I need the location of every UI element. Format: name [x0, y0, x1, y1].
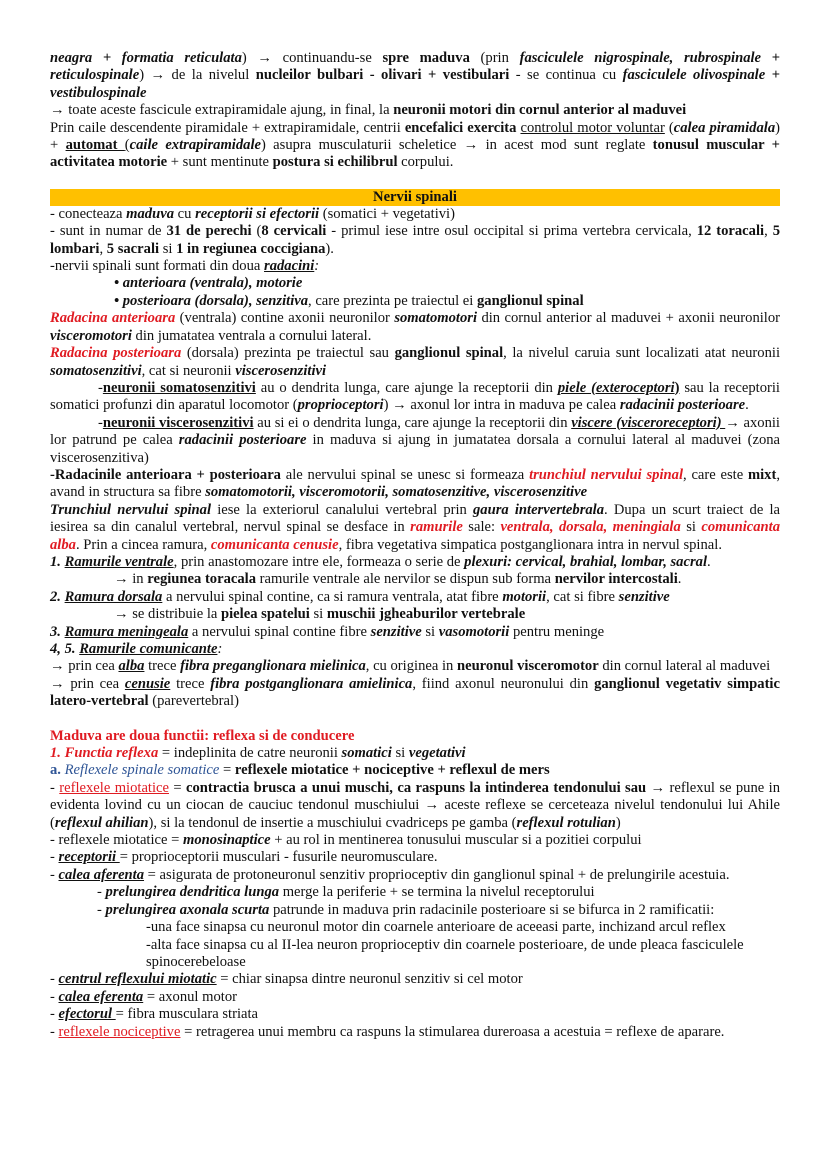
term: comunicanta cenusie — [210, 536, 339, 553]
intro-paragraph-1 — [50, 50, 780, 102]
term: 5 sacrali — [106, 240, 160, 257]
comunicanta-alba-paragraph — [50, 658, 780, 675]
term: radacinii posterioare — [619, 397, 746, 414]
text: , — [99, 240, 107, 257]
text: = asigurata de protoneuronul senzitiv proprioceptiv din ganglionul spinal + de prelungirile acestuia. — [144, 866, 730, 883]
functia-reflexa-line — [50, 745, 780, 762]
term: muschii jgheaburilor vertebrale — [326, 606, 526, 623]
text: trece — [144, 658, 181, 675]
term: senzitive — [370, 623, 422, 640]
receptorii-line — [50, 849, 780, 866]
bullet-posterioara — [50, 293, 780, 310]
term: controlul motor voluntar — [520, 119, 665, 136]
term: postura si echilibrul — [272, 154, 398, 171]
term: ganglionul vegetativ simpatic latero-vertebral — [50, 675, 780, 710]
term: caile extrapiramidale — [129, 137, 261, 154]
term: receptorii si efectorii — [195, 205, 320, 222]
text: . — [745, 397, 749, 414]
text: (somatici + vegetativi) — [319, 205, 455, 222]
text: - conecteaza — [50, 205, 127, 222]
text: = chiar sinapsa dintre neuronul senzitiv si cel motor — [216, 971, 523, 988]
text: patrunde in maduva prin radacinile posterioare si se bifurca in 2 ramificatii: — [269, 901, 715, 918]
comunicanta-cenusie-paragraph — [50, 676, 780, 711]
list-number: 4, 5. — [50, 641, 80, 657]
text: ) — [615, 814, 621, 831]
ramurile-comunicante-item — [50, 641, 780, 658]
term: comunicanta alba — [50, 519, 780, 553]
term: pielea spatelui — [221, 606, 310, 623]
term: calea eferenta — [58, 988, 144, 1005]
term: receptorii — [58, 849, 120, 866]
term: -Radacinile anterioara + posterioara — [50, 466, 281, 483]
text: (parevertebral) — [148, 693, 239, 710]
term: alba — [118, 658, 145, 675]
term: Reflexele spinale somatice — [64, 762, 220, 779]
nervi-line-3 — [50, 258, 780, 275]
text: cu — [174, 205, 196, 222]
text: ( — [124, 137, 130, 154]
term: nervilor intercostali — [554, 571, 678, 588]
text: - — [50, 849, 59, 866]
term: viscere (visceroreceptori) — [571, 414, 726, 431]
term: • posterioara (dorsala), senzitiva — [114, 292, 309, 309]
text: (ventrala) contine axonii neuronilor — [175, 310, 395, 327]
term: mixt — [747, 466, 777, 483]
term: fasciculele nigrospinale, rubrospinale + reticulospinale — [50, 50, 780, 84]
text: in maduva si ajung in jumatatea dorsala a cornului lateral al maduvei (zona viscerosenzitiva) — [50, 432, 781, 466]
trunchiul-paragraph — [50, 502, 780, 554]
prelungirea-axonala-line — [50, 902, 780, 919]
term: somatomotorii, visceromotorii, somatosenzitive, viscerosenzitive — [205, 484, 588, 501]
term: somatici — [341, 745, 392, 762]
term: nucleilor bulbari - olivari + vestibulari — [255, 67, 510, 84]
text: - — [98, 379, 103, 396]
term: radacinii posterioare — [178, 432, 307, 449]
centrul-reflexului-line — [50, 971, 780, 988]
term: plexuri: cervical, brahial, lombar, sacral — [464, 553, 707, 570]
text: a nervului spinal contine, ca si ramura ventrala, atat fibre — [162, 588, 503, 605]
term: efectorul — [58, 1006, 116, 1023]
text: → prin cea — [50, 658, 119, 675]
text: ) + — [50, 119, 780, 154]
term: neuronul visceromotor — [456, 658, 599, 675]
term: Ramura dorsala — [64, 588, 163, 605]
text: pentru meninge — [509, 623, 605, 640]
intro-paragraph-2 — [50, 102, 780, 119]
term: Ramurile comunicante — [79, 641, 218, 657]
text: , care este — [683, 466, 748, 483]
term: neagra + formatia reticulata — [50, 50, 242, 66]
term: motorii — [502, 588, 547, 605]
term: proprioceptori — [297, 397, 384, 414]
text: Prin caile descendente piramidale + extrapiramidale, centrii — [50, 119, 405, 136]
text: ramurile ventrale ale nervilor se dispun sub forma — [256, 571, 555, 588]
text: : — [217, 641, 223, 657]
text: → se distribuie la — [114, 606, 222, 623]
text: a nervului spinal contine fibre — [188, 623, 371, 640]
term: spre maduva — [382, 50, 470, 66]
term: fasciculele olivospinale + vestibulospinale — [50, 67, 780, 101]
text: sau la receptorii somatici profunzi din aparatul locomotor ( — [50, 379, 780, 414]
term: neuronii somatosenzitivi — [102, 379, 256, 396]
term: trunchiul nervului spinal — [529, 466, 684, 483]
section-heading-nervii-spinali: Nervii spinali — [50, 189, 780, 206]
text: - — [50, 1023, 59, 1040]
text: trece — [170, 675, 211, 692]
term: ramurile — [410, 519, 463, 536]
term: somatomotori — [394, 310, 478, 327]
spacer — [50, 172, 780, 189]
term: somatosenzitivi — [50, 362, 142, 379]
term: reflexele miotatice — [59, 779, 169, 796]
term: piele (exteroceptori — [557, 379, 675, 396]
text: ), si la tendonul de insertie a muschiului cvadriceps pe gamba ( — [148, 814, 517, 831]
term: automat — [65, 137, 125, 154]
text: ). — [325, 240, 334, 257]
text: -nervii spinali sunt formati din doua — [50, 258, 265, 275]
text: (dorsala) prezinta pe traiectul sau — [181, 345, 395, 362]
text: . Dupa un scurt traiect de la iesirea sa din canalul vertebral, nervul spinal se desface in — [50, 501, 781, 536]
list-number: 2. — [50, 588, 65, 605]
term: 31 de perechi — [166, 223, 252, 240]
term: calea aferenta — [58, 866, 145, 883]
term: ganglionul spinal — [394, 345, 504, 362]
term: prelungirea axonala scurta — [105, 901, 270, 918]
reflexe-nociceptive-line — [50, 1024, 780, 1041]
reflexe-somatice-line — [50, 762, 780, 779]
text: , cu originea in — [365, 658, 457, 675]
text: si — [159, 240, 177, 257]
term: contractia brusca a unui muschi, ca raspuns la intinderea tendonului sau — [186, 779, 647, 796]
term: neuronii viscerosenzitivi — [102, 414, 254, 431]
text: - — [97, 884, 106, 901]
text: - — [50, 971, 59, 988]
text: , fibra vegetativa simpatica postganglionara intra in nervul spinal. — [338, 536, 722, 553]
list-number: 1. — [50, 553, 65, 570]
ramura-dorsala-item — [50, 589, 780, 606]
term: 12 toracali — [696, 223, 765, 240]
term: prelungirea dendritica lunga — [105, 884, 280, 901]
term: reflexul rotulian — [516, 814, 616, 831]
term: reflexele nociceptive — [58, 1023, 181, 1040]
text: ) → continuandu-se — [241, 50, 383, 66]
text: → prin cea — [50, 675, 125, 692]
text: - — [50, 779, 60, 796]
list-letter: a. — [50, 762, 65, 779]
term: viscerosenzitivi — [235, 362, 327, 379]
text: ale nervului spinal se unesc si formeaza — [280, 466, 530, 483]
text: → in — [114, 571, 148, 588]
term: • anterioara (ventrala), motorie — [114, 275, 303, 292]
text: corpului. — [397, 154, 454, 171]
list-number: 3. — [50, 623, 65, 640]
reflexe-miotatice-paragraph — [50, 780, 780, 832]
text: → axonii lor patrund pe calea — [50, 414, 780, 449]
text: ) → de la nivelul — [139, 67, 256, 84]
term: Ramurile ventrale — [64, 553, 174, 570]
text: si — [680, 519, 702, 536]
term: 8 cervicali — [261, 223, 327, 240]
term: senzitive — [618, 588, 670, 605]
text: . — [707, 553, 711, 570]
text: = indeplinita de catre neuronii — [158, 745, 342, 762]
text: , prin anastomozare intre ele, formeaza o serie de — [173, 553, 465, 570]
maduva-functii-heading: Maduva are doua functii: reflexa si de conducere — [50, 727, 355, 744]
radacinile-paragraph — [50, 467, 780, 502]
text: → toate aceste fascicule extrapiramidale ajung, in final, la — [50, 102, 394, 119]
text: = proprioceptorii musculari - fusurile neuromusculare. — [119, 849, 438, 866]
term: radacini — [264, 258, 315, 275]
text: iese la exteriorul canalului vertebral prin — [211, 501, 473, 518]
term: cenusie — [124, 675, 171, 692]
text: au o dendrita lunga, care ajunge la receptorii din — [255, 379, 558, 396]
viscerosenzitivi-paragraph — [50, 415, 780, 467]
text: - reflexele miotatice = — [50, 832, 184, 849]
radacina-posterioara-paragraph — [50, 345, 780, 380]
term: vegetativi — [408, 745, 466, 762]
nervi-line-2 — [50, 223, 780, 258]
text: = axonul motor — [143, 988, 237, 1005]
text: - se continua cu — [509, 67, 623, 84]
text: sale: — [462, 519, 501, 536]
term: vasomotorii — [438, 623, 510, 640]
prelungirea-dendritica-line — [50, 884, 780, 901]
ramificatie-2-line: -alta face sinapsa cu al II-lea neuron proprioceptiv din coarnele posterioare, de unde pleaca fasciculele spinocerebeloase — [146, 936, 744, 970]
text: , fiind axonul neuronului din — [412, 675, 595, 692]
text: : — [314, 258, 320, 275]
text: , cat si fibre — [546, 588, 619, 605]
term: regiunea toracala — [147, 571, 257, 588]
text: - — [50, 988, 59, 1005]
bullet-anterioara — [50, 275, 780, 292]
term: encefalici exercita — [404, 119, 517, 136]
calea-aferenta-line — [50, 867, 780, 884]
radacina-anterioara-paragraph — [50, 310, 780, 345]
text: = retragerea unui membru ca raspuns la stimularea dureroasa a acestuia = reflexe de aparare. — [180, 1023, 725, 1040]
text: ) asupra musculaturii scheletice → in acest mod sunt reglate — [260, 137, 653, 154]
text: din cornul anterior al maduvei + axonii neuronilor — [477, 310, 781, 327]
term: 5 lombari — [50, 223, 780, 257]
text: - sunt in numar de — [50, 223, 167, 240]
text: - — [98, 414, 103, 431]
text: , la nivelul caruia sunt localizati atat neuronii — [503, 345, 780, 362]
term: reflexele miotatice + nociceptive + reflexul de mers — [234, 762, 550, 779]
efectorul-line — [50, 1006, 780, 1023]
term: monosinaptice — [183, 832, 271, 849]
term: visceromotori — [50, 327, 132, 344]
term: maduva — [126, 205, 174, 222]
text: , care prezinta pe traiectul ei — [308, 292, 477, 309]
text: , — [764, 223, 773, 240]
text: din jumatatea ventrala a cornului lateral. — [131, 327, 372, 344]
term: ventrala, dorsala, meningiala — [500, 519, 681, 536]
text: (prin — [469, 50, 520, 66]
term: Radacina anterioara — [50, 310, 176, 327]
term: fibra preganglionara mielinica — [180, 658, 366, 675]
term: centrul reflexului miotatic — [58, 971, 217, 988]
term: reflexul ahilian — [54, 814, 149, 831]
text: - — [50, 1006, 59, 1023]
term: tonusul muscular + activitatea motorie — [50, 137, 780, 171]
ramura-meningeala-item — [50, 624, 780, 641]
nervi-line-1 — [50, 206, 780, 223]
text: - — [97, 901, 106, 918]
text: si — [391, 745, 409, 762]
somatosenzitivi-paragraph — [50, 380, 780, 415]
text: + sunt mentinute — [167, 154, 273, 171]
term: gaura intervertebrala — [473, 501, 605, 518]
text: ( — [664, 119, 674, 136]
term: Radacina posterioara — [50, 345, 182, 362]
text: = fibra musculara striata — [115, 1006, 259, 1023]
ramuri-ventrale-item — [50, 554, 780, 571]
text: ) — [674, 379, 680, 396]
text: au si ei o dendrita lunga, care ajunge la receptorii din — [253, 414, 572, 431]
text: - primul iese intre osul occipital si prima vertebra cervicala, — [326, 223, 697, 240]
text: → reflexul se pune in evidenta lovind cu un ciocan de cauciuc tendonul muschiului → aceste reflexe se cerceteaza nivelul tendonului lui Ahile ( — [50, 779, 780, 831]
text: merge la periferie + se termina la nivelul receptorului — [279, 884, 595, 901]
text: , cat si neuronii — [141, 362, 236, 379]
ramuri-ventrale-sub — [50, 571, 780, 588]
text: . — [677, 571, 682, 588]
text: = — [219, 762, 235, 779]
monosinaptice-line — [50, 832, 780, 849]
text: - — [50, 866, 59, 883]
term: Ramura meningeala — [64, 623, 189, 640]
text: , avand in structura sa fibre — [50, 466, 780, 501]
text: si — [421, 623, 439, 640]
text: = — [169, 779, 187, 796]
term: calea piramidala — [673, 119, 776, 136]
text: ) → axonul lor intra in maduva pe calea — [383, 397, 620, 414]
term: ganglionul spinal — [476, 292, 584, 309]
text: din cornul lateral al maduvei — [598, 658, 771, 675]
calea-eferenta-line — [50, 989, 780, 1006]
term: Trunchiul nervului spinal — [50, 501, 212, 518]
text: . Prin a cincea ramura, — [75, 536, 211, 553]
ramura-dorsala-sub — [50, 606, 780, 623]
term: neuronii motori din cornul anterior al maduvei — [393, 102, 687, 119]
text: si — [309, 606, 327, 623]
term: 1 in regiunea coccigiana — [176, 240, 326, 257]
text: + au rol in mentinerea tonusului muscular si a pozitiei corpului — [270, 832, 642, 849]
spacer — [50, 711, 780, 728]
intro-paragraph-3 — [50, 120, 780, 172]
ramificatie-1-line: -una face sinapsa cu neuronul motor din coarnele anterioare de aceeasi parte, inchizand arcul reflex — [146, 919, 726, 936]
text: ( — [251, 223, 262, 240]
term: 1. Functia reflexa — [50, 745, 159, 762]
term: fibra postganglionara amielinica — [210, 675, 413, 692]
